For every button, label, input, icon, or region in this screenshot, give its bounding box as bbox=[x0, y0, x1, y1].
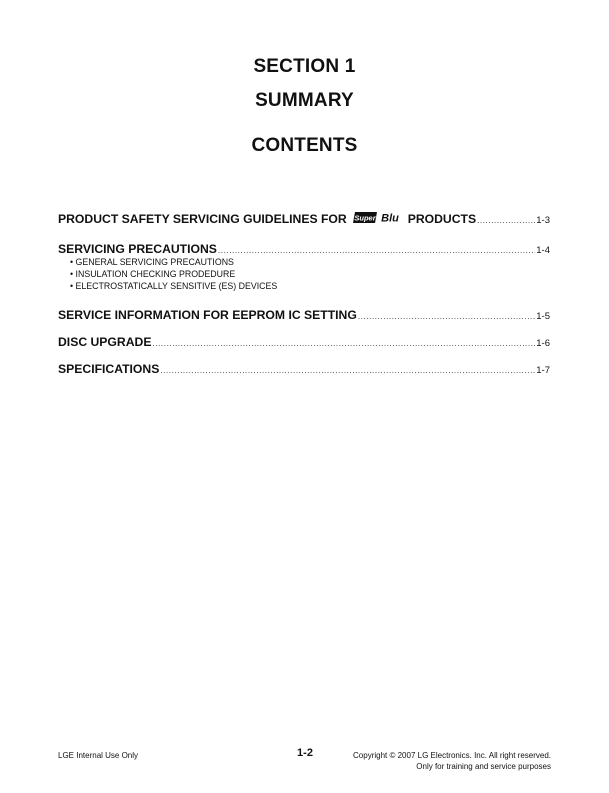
toc-title bbox=[58, 212, 476, 226]
toc-title: DISC UPGRADE bbox=[58, 335, 152, 349]
toc-leader-dots bbox=[152, 339, 535, 348]
toc-page-number: 1-5 bbox=[536, 311, 550, 322]
toc-title-suffix: PRODUCTS bbox=[407, 212, 477, 226]
toc-page-number: 1-4 bbox=[536, 245, 550, 256]
svg-text:Blu: Blu bbox=[380, 212, 399, 223]
svg-text:Super: Super bbox=[354, 213, 376, 223]
toc-leader-dots bbox=[358, 312, 535, 321]
toc-title-text: PRODUCT SAFETY SERVICING GUIDELINES FOR bbox=[58, 212, 347, 226]
section-title: SECTION 1 bbox=[253, 56, 356, 77]
summary-title: SUMMARY bbox=[255, 90, 354, 111]
toc-entry-disc-upgrade bbox=[58, 335, 550, 349]
toc-entry-product-safety bbox=[58, 212, 550, 226]
super-blu-logo-icon bbox=[353, 212, 403, 223]
footer-notice: Only for training and service purposes bbox=[416, 762, 551, 771]
toc-title: SERVICE INFORMATION FOR EEPROM IC SETTING bbox=[58, 308, 357, 322]
toc-leader-dots bbox=[160, 366, 535, 375]
toc-subitem: • INSULATION CHECKING PRODEDURE bbox=[70, 268, 277, 280]
toc-page-number: 1-3 bbox=[536, 215, 550, 226]
contents-title: CONTENTS bbox=[251, 135, 358, 156]
toc-entry-servicing-precautions bbox=[58, 242, 550, 256]
toc-entry-specifications bbox=[58, 362, 550, 376]
toc-subitems bbox=[70, 256, 277, 292]
toc-title: SPECIFICATIONS bbox=[58, 362, 160, 376]
footer-copyright: Copyright © 2007 LG Electronics. Inc. All right reserved. bbox=[353, 751, 551, 760]
footer-page-number: 1-2 bbox=[297, 747, 313, 759]
toc-title: SERVICING PRECAUTIONS bbox=[58, 242, 217, 256]
toc-leader-dots bbox=[218, 246, 535, 255]
footer-internal-use: LGE Internal Use Only bbox=[58, 751, 139, 760]
toc-subitem: • GENERAL SERVICING PRECAUTIONS bbox=[70, 256, 277, 268]
footer-copyright-block bbox=[353, 750, 551, 772]
toc-page-number: 1-7 bbox=[536, 365, 550, 376]
toc-page-number: 1-6 bbox=[536, 338, 550, 349]
toc-leader-dots bbox=[477, 216, 535, 225]
toc-subitem: • ELECTROSTATICALLY SENSITIVE (ES) DEVICES bbox=[70, 280, 277, 292]
toc-entry-eeprom bbox=[58, 308, 550, 322]
